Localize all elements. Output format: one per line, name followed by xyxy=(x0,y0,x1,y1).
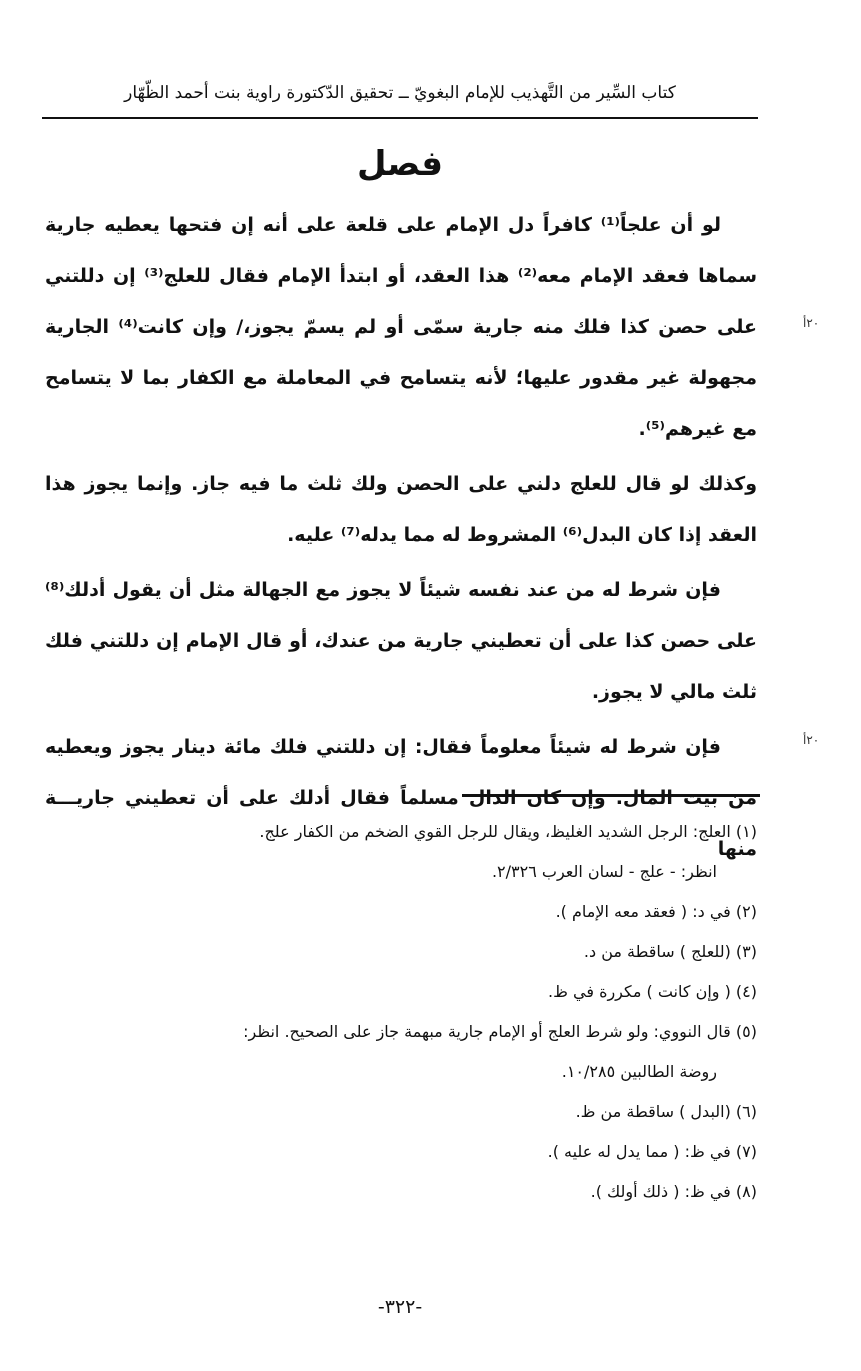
paragraph-4: فإن شرط له شيئاً معلوماً فقال: إن دللتني فلك مائة دينار يجوز ويعطيه من بيت المال. وإن كان الدال مسلماً فقال أدلك على أن تعطيني جاريـــة منها xyxy=(45,736,757,860)
paragraph-1: لو أن علجاً⁽¹⁾ كافراً دل الإمام على قلعة على أنه إن فتحها يعطيه جارية سماها فعقد الإمام معه⁽²⁾ هذا العقد، أو ابتدأ الإمام فقال للعلج⁽³⁾ إن دللتني على حصن كذا فلك منه جارية سمّى أو لم يسمّ يجوز،/ وإن كانت⁽⁴⁾ الجارية مجهولة غير مقدور عليها؛ لأنه يتسامح في المعاملة مع الكفار بما لا يتسامح مع غيرهم⁽⁵⁾. xyxy=(45,214,758,440)
footnote-1 xyxy=(45,812,757,892)
chapter-title: فصل xyxy=(356,144,444,184)
page-number: -٣٢٢- xyxy=(377,1296,423,1318)
footnote-continuation: روضة الطالبين ١٠/٢٨٥. xyxy=(561,1062,717,1081)
footnote-4 xyxy=(45,972,757,1012)
running-header: كتاب السِّير من التَّهذيب للإمام البغويّ ــ تحقيق الدّكتورة راوية بنت أحمد الظّهّار xyxy=(124,83,676,103)
footnote-6 xyxy=(45,1092,757,1132)
footnote-text: (٥) قال النووي: ولو شرط العلج أو الإمام جارية مبهمة جاز على الصحيح. انظر: xyxy=(243,1022,757,1041)
footnotes xyxy=(45,812,757,1212)
footnote-separator xyxy=(462,794,760,797)
footnote-2 xyxy=(45,892,757,932)
margin-folio-note: ٢٠أ xyxy=(803,733,820,747)
footnote-text: (٧) في ظ: ( مما يدل له عليه ). xyxy=(547,1142,757,1161)
footnote-text: (١) العلج: الرجل الشديد الغليظ، ويقال للرجل القوي الضخم من الكفار علج. xyxy=(259,822,757,841)
footnote-text: (٨) في ظ: ( ذلك أولك ). xyxy=(590,1182,757,1201)
footnote-continuation: انظر: - علج - لسان العرب ٢/٣٢٦. xyxy=(491,862,717,881)
header-rule xyxy=(42,117,758,119)
footnote-5 xyxy=(45,1012,757,1092)
margin-folio-note: ٢٠أ xyxy=(803,316,820,330)
footnote-3 xyxy=(45,932,757,972)
footnote-7 xyxy=(45,1132,757,1172)
footnote-text: (٦) (البدل ) ساقطة من ظ. xyxy=(575,1102,757,1121)
main-text xyxy=(45,200,757,875)
paragraph-2: وكذلك لو قال للعلج دلني على الحصن ولك ثلث ما فيه جاز. وإنما يجوز هذا العقد إذا كان البدل⁽⁶⁾ المشروط له مما يدله⁽⁷⁾ عليه. xyxy=(45,473,757,546)
footnote-8 xyxy=(45,1172,757,1212)
paragraph-3: فإن شرط له من عند نفسه شيئاً لا يجوز مع الجهالة مثل أن يقول أدلك⁽⁸⁾ على حصن كذا على أن تعطيني جارية من عندك، أو قال الإمام إن دللتني فلك ثلث مالي لا يجوز. xyxy=(45,579,757,703)
footnote-text: (٢) في د: ( فعقد معه الإمام ). xyxy=(555,902,757,921)
footnote-text: (٣) (للعلج ) ساقطة من د. xyxy=(583,942,757,961)
footnote-text: (٤) ( وإن كانت ) مكررة في ظ. xyxy=(548,982,757,1001)
